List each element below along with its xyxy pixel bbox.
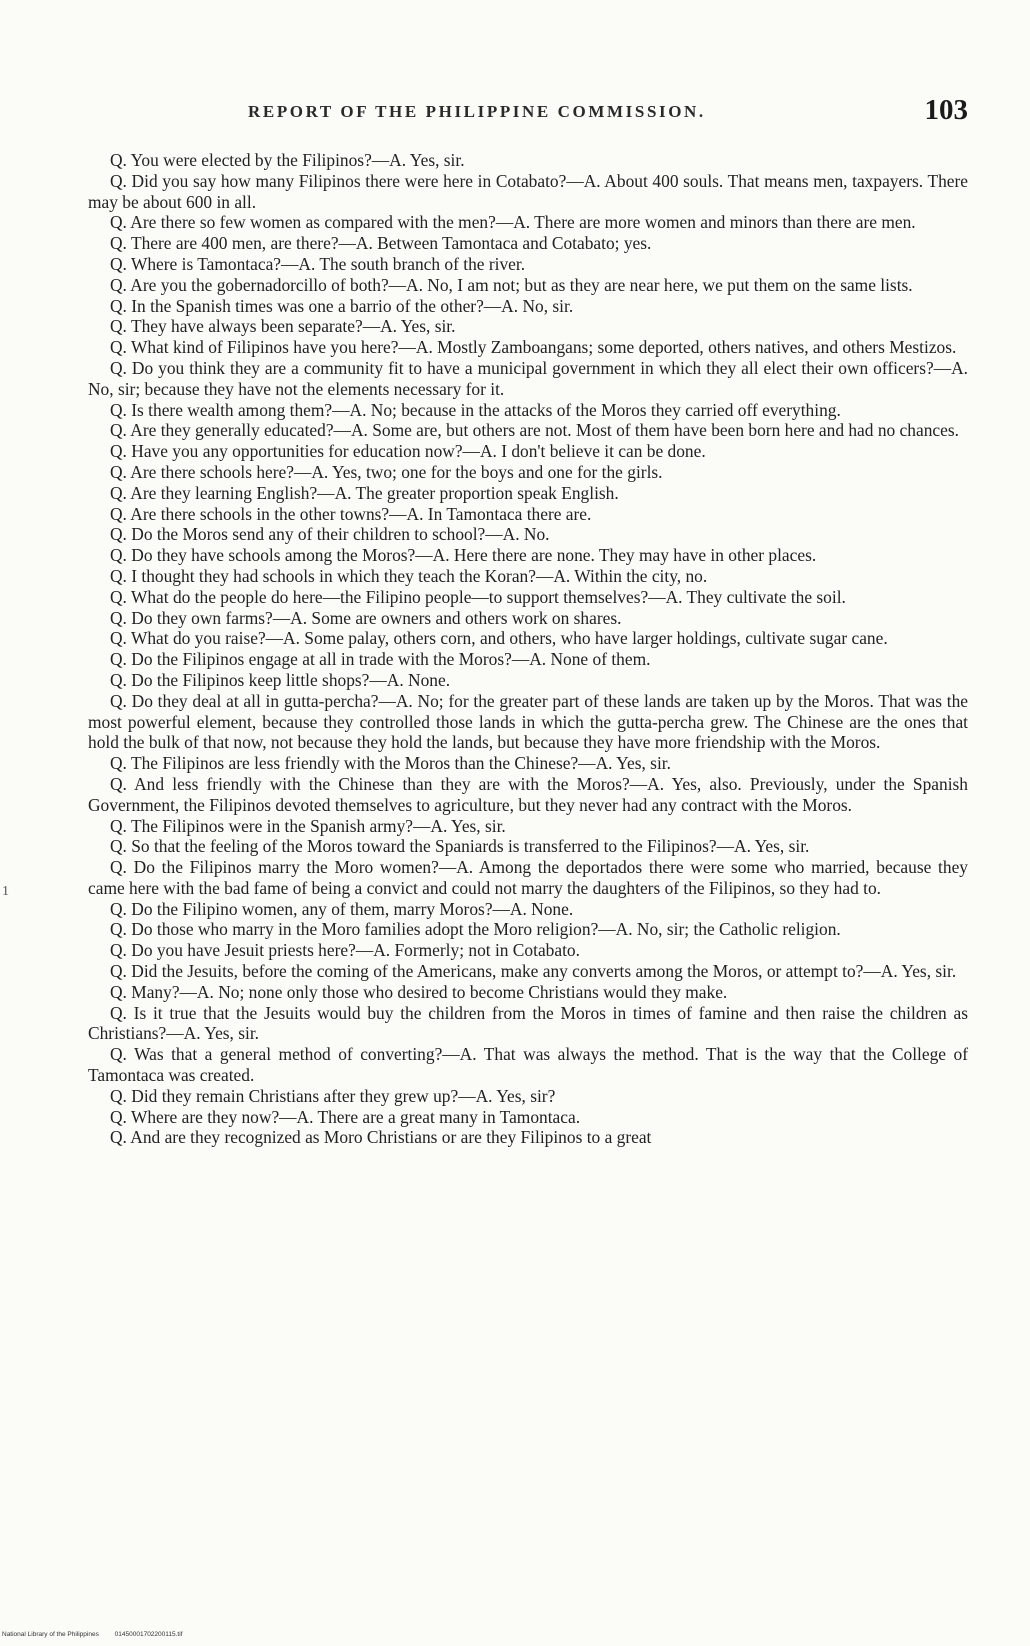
qa-paragraph: Q. The Filipinos were in the Spanish army?—A. Yes, sir. (110, 815, 506, 836)
qa-paragraph: Q. Are they learning English?—A. The greater proportion speak English. (110, 482, 619, 503)
footer-library: National Library of the Philippines (2, 1631, 99, 1638)
qa-paragraph: Q. Do those who marry in the Moro families adopt the Moro religion?—A. No, sir; the Catholic religion. (110, 919, 841, 940)
qa-paragraph: Q. They have always been separate?—A. Yes, sir. (110, 316, 456, 337)
qa-paragraph: Q. Where is Tamontaca?—A. The south branch of the river. (110, 253, 526, 274)
qa-paragraph: Q. And are they recognized as Moro Christians or are they Filipinos to a great (110, 1127, 652, 1148)
qa-paragraph: Q. Do you have Jesuit priests here?—A. Formerly; not in Cotabato. (110, 940, 580, 961)
qa-paragraph: Q. Are there schools here?—A. Yes, two; one for the boys and one for the girls. (110, 461, 663, 482)
qa-paragraph: Q. Do they have schools among the Moros?—A. Here there are none. They may have in other places. (110, 545, 817, 566)
qa-paragraph: Q. Did the Jesuits, before the coming of the Americans, make any converts among the Moros, or attempt to?—A. Yes, sir. (110, 961, 957, 982)
qa-paragraph: Q. Do the Filipinos engage at all in trade with the Moros?—A. None of them. (110, 649, 651, 670)
qa-paragraph: Q. Are they generally educated?—A. Some are, but others are not. Most of them have been born here and had no chances. (110, 420, 959, 441)
qa-paragraph: Q. Are there schools in the other towns?—A. In Tamontaca there are. (110, 503, 592, 524)
qa-paragraph: Q. In the Spanish times was one a barrio of the other?—A. No, sir. (110, 295, 574, 316)
qa-paragraph: Q. So that the feeling of the Moros toward the Spaniards is transferred to the Filipinos?—A. Yes, sir. (110, 836, 810, 857)
body-text (88, 150, 968, 1148)
qa-paragraph: Q. Do they deal at all in gutta-percha?—A. No; for the greater part of these lands are taken up by the Moros. That was the most powerful element, because they controlled those lands in which the gutta-percha grew. The Chinese are the ones that hold the bulk of that now, not because they hold the lands, but because they have more friendship with the Moros. (88, 690, 968, 753)
qa-paragraph: Q. Are you the gobernadorcillo of both?—A. No, I am not; but as they are near here, we put them on the same lists. (110, 274, 913, 295)
qa-paragraph: Q. Do the Filipino women, any of them, marry Moros?—A. None. (110, 898, 574, 919)
qa-paragraph: Q. Where are they now?—A. There are a great many in Tamontaca. (110, 1106, 581, 1127)
running-title: REPORT OF THE PHILIPPINE COMMISSION. (248, 102, 706, 121)
qa-paragraph: Q. Do the Filipinos marry the Moro women?—A. Among the deportados there were some who married, because they came here with the bad fame of being a convict and could not marry the daughters of the Filipinos, so they had to. (88, 857, 968, 898)
qa-paragraph: Q. What do the people do here—the Filipino people—to support themselves?—A. They cultivate the soil. (110, 586, 846, 607)
qa-paragraph: Q. Are there so few women as compared with the men?—A. There are more women and minors than there are men. (110, 212, 916, 233)
qa-paragraph: Q. Did they remain Christians after they grew up?—A. Yes, sir? (110, 1085, 556, 1106)
qa-paragraph: Q. Do they own farms?—A. Some are owners and others work on shares. (110, 607, 622, 628)
qa-paragraph: Q. Do the Filipinos keep little shops?—A. None. (110, 669, 451, 690)
scan-footer (2, 1631, 183, 1638)
qa-paragraph: Q. Did you say how many Filipinos there were here in Cotabato?—A. About 400 souls. That means men, taxpayers. There may be about 600 in all. (88, 170, 968, 212)
qa-paragraph: Q. The Filipinos are less friendly with the Moros than the Chinese?—A. Yes, sir. (110, 753, 671, 774)
qa-paragraph: Q. Do you think they are a community fit to have a municipal government in which they all elect their own officers?—A. No, sir; because they have not the elements necessary for it. (88, 357, 968, 399)
qa-paragraph: Q. What kind of Filipinos have you here?—A. Mostly Zamboangans; some deported, others natives, and others Mestizos. (110, 337, 957, 358)
qa-paragraph: Q. Is it true that the Jesuits would buy the children from the Moros in times of famine and then raise the children as Christians?—A. Yes, sir. (88, 1002, 968, 1044)
qa-paragraph: Q. There are 400 men, are there?—A. Between Tamontaca and Cotabato; yes. (110, 233, 652, 254)
qa-paragraph: Q. And less friendly with the Chinese than they are with the Moros?—A. Yes, also. Previously, under the Spanish Government, the Filipinos devoted themselves to agriculture, but they never had any contract with the Moros. (88, 773, 968, 815)
qa-paragraph: Q. Many?—A. No; none only those who desired to become Christians would they make. (110, 981, 728, 1002)
qa-paragraph: Q. You were elected by the Filipinos?—A. Yes, sir. (110, 150, 465, 170)
qa-paragraph: Q. What do you raise?—A. Some palay, others corn, and others, who have larger holdings, cultivate sugar cane. (110, 628, 888, 649)
qa-paragraph: Q. Have you any opportunities for education now?—A. I don't believe it can be done. (110, 441, 706, 462)
qa-paragraph: Q. I thought they had schools in which they teach the Koran?—A. Within the city, no. (110, 565, 708, 586)
page-number: 103 (924, 94, 968, 126)
qa-paragraph: Q. Is there wealth among them?—A. No; because in the attacks of the Moros they carried off everything. (110, 399, 841, 420)
page-header (88, 96, 968, 136)
qa-paragraph: Q. Was that a general method of converting?—A. That was always the method. That is the way that the College of Tamontaca was created. (88, 1044, 968, 1086)
qa-paragraph: Q. Do the Moros send any of their children to school?—A. No. (110, 524, 550, 545)
margin-mark: 1 (2, 884, 9, 899)
footer-identifier: 01450001702200115.tif (114, 1631, 183, 1638)
